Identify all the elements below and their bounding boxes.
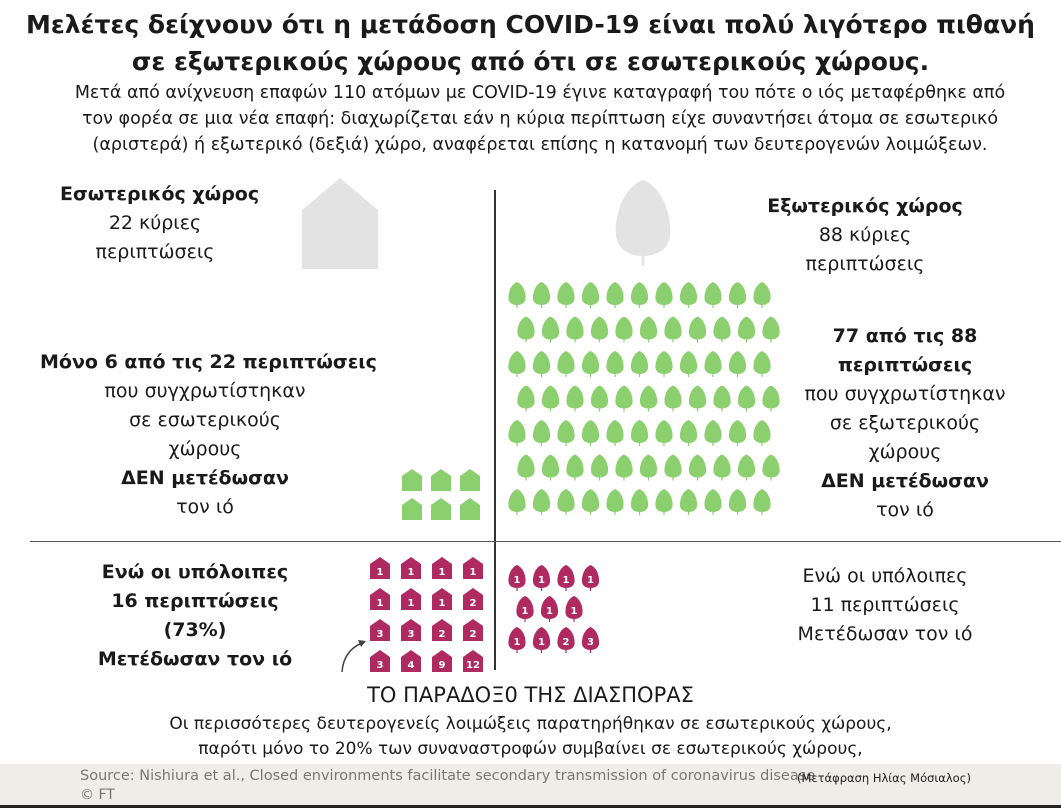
outdoor-no-transmit-tree [762, 386, 779, 412]
outdoor-no-transmit-tree [615, 455, 632, 481]
svg-text:1: 1 [407, 598, 415, 609]
svg-text:2: 2 [469, 629, 477, 640]
indoor-no-transmit-line-3: σε εσωτερικούς [129, 409, 281, 431]
subtitle-line-2: τον φορέα σε μια νέα επαφή: διαχωρίζεται εάν η κύρια περίπτωση είχε συναντήσει άτομα σε εσωτερικό [81, 109, 999, 129]
indoor-no-transmit-house [402, 498, 422, 520]
outdoor-no-transmit-line-3: που συγχρωτίστηκαν [804, 383, 1006, 405]
outdoor-no-transmit-tree [557, 489, 574, 515]
outdoor-no-transmit-tree [631, 489, 648, 515]
outdoor-no-transmit-tree [542, 386, 559, 412]
outdoor-no-transmit-tree [640, 455, 657, 481]
outdoor-no-transmit-tree [664, 386, 681, 412]
outdoor-no-transmit-tree [680, 351, 697, 377]
outdoor-no-transmit-tree [762, 455, 779, 481]
paradox-title: ΤΟ ΠΑΡΑΔΟΞ0 ΤΗΣ ΔΙΑΣΠΟΡΑΣ [367, 683, 694, 707]
outdoor-transmit-tree [533, 565, 550, 591]
outdoor-no-transmit-tree [508, 351, 525, 377]
svg-text:1: 1 [438, 598, 446, 609]
svg-text:1: 1 [438, 567, 446, 578]
svg-text:3: 3 [376, 629, 384, 640]
paradox-line-2: παρότι μόνο το 20% των συναναστροφών συμβαίνει σε εσωτερικούς χώρους, [198, 739, 863, 759]
outdoor-no-transmit-line-5: χώρους [868, 441, 942, 463]
indoor-transmit-house [432, 650, 452, 672]
subtitle-line-3: (αριστερά) ή εξωτερικό (δεξιά) χώρο, αναφέρεται επίσης η κατανομή των δευτερογενών λοιμώξεων. [92, 135, 988, 155]
outdoor-no-transmit-tree [704, 282, 721, 308]
outdoor-no-transmit-line-2: περιπτώσεις [837, 354, 973, 376]
outdoor-no-transmit-tree [713, 386, 730, 412]
indoor-transmit-line-1: Ενώ οι υπόλοιπες [101, 561, 289, 583]
outdoor-no-transmit-tree [738, 455, 755, 481]
outdoor-no-transmit-tree [606, 282, 623, 308]
outdoor-no-transmit-tree [606, 420, 623, 446]
indoor-no-transmit-house [402, 469, 422, 491]
outdoor-no-transmit-tree [606, 351, 623, 377]
outdoor-no-transmit-tree [582, 282, 599, 308]
outdoor-no-transmit-tree [631, 420, 648, 446]
outdoor-no-transmit-tree [615, 386, 632, 412]
svg-text:3: 3 [407, 629, 415, 640]
outdoor-no-transmit-tree [729, 282, 746, 308]
outdoor-no-transmit-tree [631, 351, 648, 377]
outdoor-no-transmit-tree [591, 317, 608, 343]
outdoor-no-transmit-tree [566, 455, 583, 481]
outdoor-no-transmit-tree [533, 420, 550, 446]
outdoor-transmit-tree [508, 565, 525, 591]
translator-credit: (Μετάφραση Ηλίας Μόσιαλος) [797, 771, 971, 785]
outdoor-cases-line-1: 88 κύριες [818, 224, 912, 246]
indoor-cases-line-2: περιπτώσεις [95, 241, 215, 263]
svg-text:12: 12 [466, 660, 480, 671]
outdoor-transmit-line-3: Μετέδωσαν τον ιό [797, 623, 973, 645]
outdoor-no-transmit-tree [680, 282, 697, 308]
svg-text:1: 1 [562, 575, 570, 586]
outdoor-no-transmit-tree [680, 420, 697, 446]
outdoor-no-transmit-tree [517, 455, 534, 481]
indoor-no-transmit-house [460, 469, 480, 491]
indoor-transmit-house [401, 588, 421, 610]
indoor-transmit-house [370, 588, 390, 610]
outdoor-no-transmit-tree [753, 489, 770, 515]
indoor-transmit-house [432, 619, 452, 641]
outdoor-no-transmit-tree [631, 282, 648, 308]
outdoor-heading: Εξωτερικός χώρος [767, 195, 963, 217]
indoor-transmit-house [401, 557, 421, 579]
svg-text:2: 2 [469, 598, 477, 609]
outdoor-no-transmit-tree [713, 317, 730, 343]
outdoor-no-transmit-tree [542, 455, 559, 481]
svg-text:1: 1 [469, 567, 477, 578]
indoor-transmit-house [401, 619, 421, 641]
paradox-line-1: Οι περισσότερες δευτερογενείς λοιμώξεις παρατηρήθηκαν σε εσωτερικούς χώρους, [169, 714, 892, 734]
outdoor-no-transmit-line-6: ΔΕΝ μετέδωσαν [821, 470, 989, 492]
outdoor-no-transmit-tree [533, 489, 550, 515]
indoor-transmit-line-3: (73%) [163, 619, 227, 641]
title-line-2: σε εξωτερικούς χώρους από ότι σε εσωτερικούς χώρους. [131, 47, 930, 76]
svg-text:1: 1 [521, 606, 529, 617]
outdoor-no-transmit-tree [738, 386, 755, 412]
source-text: Source: Nishiura et al., Closed environments facilitate secondary transmission of coronavirus disease [80, 768, 816, 784]
indoor-transmit-house [432, 557, 452, 579]
outdoor-no-transmit-tree [542, 317, 559, 343]
outdoor-no-transmit-tree [753, 351, 770, 377]
svg-text:1: 1 [538, 637, 545, 648]
title-line-1: Μελέτες δείχνουν ότι η μετάδοση COVID-19 είναι πολύ λιγότερο πιθανή [26, 10, 1035, 39]
outdoor-no-transmit-tree [713, 455, 730, 481]
outdoor-no-transmit-tree [680, 489, 697, 515]
outdoor-cases-line-2: περιπτώσεις [805, 253, 925, 275]
indoor-no-transmit-line-5: ΔΕΝ μετέδωσαν [121, 467, 289, 489]
outdoor-no-transmit-tree [689, 386, 706, 412]
source-ft: © FT [80, 787, 115, 803]
svg-text:1: 1 [538, 575, 545, 586]
indoor-no-transmit-line-1: Μόνο 6 από τις 22 περιπτώσεις [40, 351, 377, 373]
outdoor-transmit-tree [565, 596, 582, 622]
outdoor-no-transmit-tree [655, 489, 672, 515]
outdoor-no-transmit-tree [591, 455, 608, 481]
outdoor-no-transmit-tree [655, 420, 672, 446]
subtitle-line-1: Μετά από ανίχνευση επαφών 110 ατόμων με COVID-19 έγινε καταγραφή του πότε ο ιός μεταφέρθηκε από [74, 83, 1006, 103]
outdoor-no-transmit-tree [762, 317, 779, 343]
indoor-no-transmit-line-2: που συγχρωτίστηκαν [104, 380, 306, 402]
outdoor-no-transmit-tree [557, 282, 574, 308]
outdoor-no-transmit-tree [753, 282, 770, 308]
svg-text:3: 3 [587, 637, 594, 648]
indoor-no-transmit-line-6: τον ιό [176, 496, 234, 518]
outdoor-no-transmit-tree [517, 386, 534, 412]
indoor-transmit-house [370, 650, 390, 672]
outdoor-transmit-line-2: 11 περιπτώσεις [810, 594, 960, 616]
svg-text:1: 1 [587, 575, 594, 586]
outdoor-no-transmit-tree [655, 282, 672, 308]
outdoor-no-transmit-tree [582, 351, 599, 377]
outdoor-no-transmit-tree [517, 317, 534, 343]
outdoor-no-transmit-tree [508, 282, 525, 308]
svg-text:2: 2 [438, 629, 446, 640]
indoor-transmit-house [463, 619, 483, 641]
outdoor-no-transmit-tree [704, 420, 721, 446]
outdoor-no-transmit-tree [664, 317, 681, 343]
indoor-transmit-house [370, 619, 390, 641]
outdoor-no-transmit-tree [640, 317, 657, 343]
svg-text:1: 1 [376, 567, 384, 578]
outdoor-no-transmit-tree [566, 386, 583, 412]
svg-text:1: 1 [513, 637, 521, 648]
outdoor-no-transmit-tree [508, 420, 525, 446]
indoor-no-transmit-house [431, 469, 451, 491]
outdoor-no-transmit-line-4: σε εξωτερικούς [829, 412, 981, 434]
outdoor-no-transmit-tree [582, 420, 599, 446]
outdoor-no-transmit-tree [655, 351, 672, 377]
svg-text:1: 1 [570, 606, 578, 617]
indoor-no-transmit-house [460, 498, 480, 520]
indoor-heading: Εσωτερικός χώρος [60, 183, 260, 205]
outdoor-transmit-line-1: Ενώ οι υπόλοιπες [802, 565, 968, 587]
outdoor-no-transmit-tree [640, 386, 657, 412]
outdoor-no-transmit-tree [664, 455, 681, 481]
outdoor-no-transmit-tree [729, 489, 746, 515]
outdoor-no-transmit-tree [704, 351, 721, 377]
outdoor-no-transmit-tree [557, 351, 574, 377]
outdoor-no-transmit-tree [753, 420, 770, 446]
outdoor-transmit-tree [508, 627, 525, 653]
bottom-rule [0, 805, 1061, 808]
outdoor-no-transmit-line-7: τον ιό [876, 499, 934, 521]
indoor-no-transmit-house [431, 498, 451, 520]
outdoor-no-transmit-tree [615, 317, 632, 343]
outdoor-transmit-tree [557, 565, 574, 591]
outdoor-transmit-tree [541, 596, 558, 622]
indoor-transmit-house [463, 650, 483, 672]
outdoor-no-transmit-tree [557, 420, 574, 446]
indoor-transmit-house [370, 557, 390, 579]
indoor-transmit-line-2: 16 περιπτώσεις [111, 590, 279, 612]
outdoor-no-transmit-tree [533, 351, 550, 377]
svg-text:1: 1 [513, 575, 521, 586]
outdoor-transmit-tree [533, 627, 550, 653]
svg-text:1: 1 [546, 606, 553, 617]
outdoor-no-transmit-tree [704, 489, 721, 515]
indoor-transmit-line-4: Μετέδωσαν τον ιό [97, 648, 293, 670]
svg-text:1: 1 [376, 598, 384, 609]
svg-text:1: 1 [407, 567, 415, 578]
outdoor-no-transmit-tree [689, 455, 706, 481]
indoor-no-transmit-line-4: χώρους [168, 438, 242, 460]
outdoor-no-transmit-tree [591, 386, 608, 412]
outdoor-no-transmit-tree [689, 317, 706, 343]
outdoor-transmit-tree [582, 627, 599, 653]
outdoor-no-transmit-tree [582, 489, 599, 515]
outdoor-no-transmit-tree [566, 317, 583, 343]
indoor-transmit-house [463, 557, 483, 579]
outdoor-transmit-tree [582, 565, 599, 591]
svg-text:3: 3 [376, 660, 384, 671]
outdoor-no-transmit-line-1: 77 από τις 88 [832, 325, 978, 347]
indoor-transmit-house [432, 588, 452, 610]
outdoor-no-transmit-tree [729, 351, 746, 377]
outdoor-no-transmit-tree [606, 489, 623, 515]
indoor-cases-line-1: 22 κύριες [108, 212, 202, 234]
svg-text:4: 4 [407, 660, 415, 671]
outdoor-transmit-tree [557, 627, 574, 653]
outdoor-no-transmit-tree [729, 420, 746, 446]
outdoor-no-transmit-tree [508, 489, 525, 515]
outdoor-no-transmit-tree [738, 317, 755, 343]
outdoor-transmit-tree [516, 596, 533, 622]
svg-text:2: 2 [562, 637, 570, 648]
indoor-transmit-house [401, 650, 421, 672]
outdoor-no-transmit-tree [533, 282, 550, 308]
svg-text:9: 9 [438, 660, 446, 671]
indoor-transmit-house [463, 588, 483, 610]
